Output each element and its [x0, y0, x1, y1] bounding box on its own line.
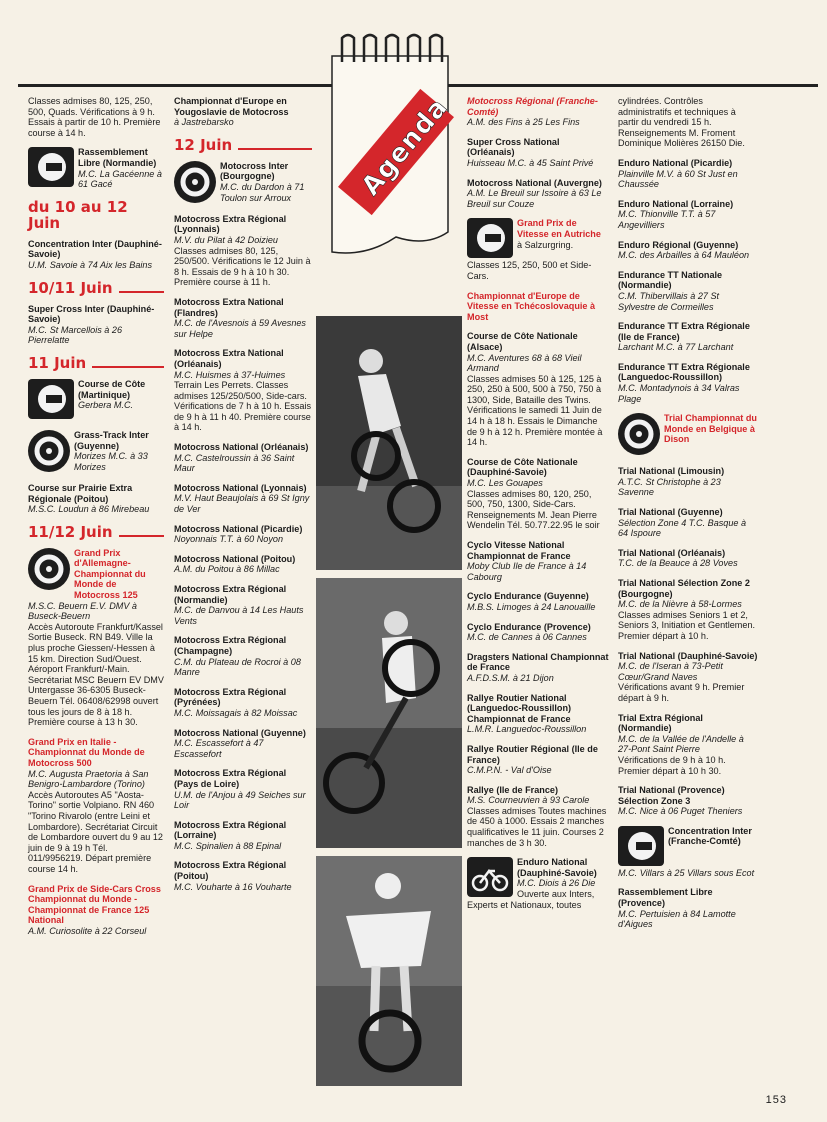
- event-title: Cyclo Vitesse National Championnat de France: [467, 540, 571, 561]
- event-cote-alsace: [467, 331, 609, 448]
- event-enduro-lorraine: [618, 199, 758, 231]
- event-org: M.C. Les Gouapes: [467, 478, 543, 489]
- column-5: [618, 96, 758, 939]
- event-enduro-guyenne: [618, 240, 758, 261]
- motocross-photo-2: [316, 578, 462, 848]
- event-supercross-inter: [28, 304, 164, 346]
- event-mx-orleanais-2: [174, 442, 312, 474]
- event-endurance-normandie: [618, 270, 758, 312]
- event-org: M.S.C. Beuern E.V. DMV à Buseck-Beuern: [28, 600, 137, 622]
- event-trial-belgique: [618, 413, 758, 457]
- event-desc: Classes admises Toutes machines de 450 à 1000. Essais 2 manches qualificatives le 11 juin. Courses 2 manches de 3 h 30.: [467, 805, 607, 848]
- event-title: Course de Côte Nationale (Alsace): [467, 331, 578, 352]
- event-enduro-dauphine: [467, 857, 609, 910]
- event-title: Rallye Routier Régional (Ile de France): [467, 743, 598, 765]
- event-title: Motocross Extra Régional (Lorraine): [174, 819, 287, 841]
- event-title: Championnat d'Europe de Vitesse en Tchécoslovaquie à Most: [467, 290, 596, 322]
- event-org: M.V. Haut Beaujolais à 69 St Igny de Ver: [174, 493, 310, 515]
- event-title: Super Cross National (Orléanais): [467, 136, 560, 158]
- event-title: Trial National (Orléanais): [618, 547, 726, 558]
- event-title: Motocross Extra Régional (Normandie): [174, 584, 287, 605]
- event-cyclo-guyenne: [467, 591, 609, 612]
- event-org: M.C. Montadynois à 34 Valras Plage: [618, 383, 740, 404]
- event-org: Huisseau M.C. à 45 Saint Privé: [467, 157, 594, 168]
- event-title: Grand Prix de Vitesse en Autriche: [517, 218, 601, 239]
- event-org: M.C. Escassefort à 47 Escassefort: [174, 738, 264, 759]
- event-org: à Salzurgring.: [517, 239, 574, 250]
- event-desc: Classes 125, 250, 500 et Side-Cars.: [467, 260, 592, 281]
- event-title: Trial National (Dauphiné-Savoie): [618, 650, 758, 661]
- event-rallye-ile-de-france: [467, 744, 609, 776]
- event-desc: Classes admises 80, 120, 250, 500, 750, 1300, Side-Cars. Renseignements M. Jean Pierre Wendelin Tél. 50.77.22.95 le soir: [467, 488, 600, 531]
- event-title: Motocross Extra National (Orléanais): [174, 348, 284, 369]
- event-title: Rallye (Ile de France): [467, 784, 558, 795]
- event-org: M.C. Huismes à 37-Huimes: [174, 369, 286, 380]
- event-org: A.F.D.S.M. à 21 Dijon: [467, 672, 554, 683]
- event-cyclo-vitesse: [467, 540, 609, 582]
- event-org: A.M. Le Breuil sur Issoire à 63 Le Breuil sur Couze: [467, 188, 602, 209]
- event-title: Course de Côte (Martinique): [78, 378, 146, 400]
- event-title: Endurance TT Extra Régionale (Ile de France): [618, 321, 750, 342]
- event-title: Enduro National (Picardie): [618, 157, 733, 168]
- event-title: Grand Prix de Side-Cars Cross Championnat du Monde - Championnat de France 125 National: [28, 883, 161, 926]
- event-title: Championnat d'Europe en Yougoslavie de Motocross: [174, 96, 289, 117]
- event-mx-orleanais-1: [174, 348, 312, 433]
- event-title: Trial National (Guyenne): [618, 507, 723, 518]
- event-org: M.C. Augusta Praetoria à San Benigro-Lambardore (Torino): [28, 768, 149, 790]
- event-trial-dauphine: [618, 651, 758, 704]
- helmet-icon: [28, 379, 74, 419]
- event-org: M.C. Diois à 26 Die: [517, 878, 596, 889]
- event-title: Concentration Inter (Franche-Comté): [668, 825, 752, 847]
- event-title: Motocross Extra National (Flandres): [174, 296, 284, 318]
- event-title: Cyclo Endurance (Guyenne): [467, 591, 589, 602]
- event-title: Enduro National (Lorraine): [618, 198, 734, 209]
- event-title: Rassemblement Libre (Normandie): [78, 147, 157, 168]
- event-org: M.S.C. Loudun à 86 Mirebeau: [28, 504, 150, 515]
- event-mx-lyonnais-2: [174, 483, 312, 515]
- date-heading: du 10 au 12 Juin: [28, 197, 128, 232]
- event-grasstrack-guyenne: [28, 430, 164, 474]
- event-org: U.M. Savoie à 74 Aix les Bains: [28, 259, 152, 270]
- event-title: Trial National (Provence) Sélection Zone 3: [618, 785, 725, 806]
- agenda-notepad: [326, 32, 456, 264]
- event-gp-sidecars: [28, 884, 164, 937]
- event-title: Trial National (Limousin): [618, 466, 725, 477]
- event-mx-auvergne: [467, 178, 609, 210]
- event-title: Trial Championnat du Monde en Belgique à Dison: [664, 413, 757, 445]
- event-org: A.M. du Poitou à 86 Millac: [174, 564, 280, 575]
- event-rallye-languedoc: [467, 693, 609, 735]
- event-rassemblement-normandie: [28, 147, 164, 189]
- event-title: Motocross Extra Régional (Lyonnais): [174, 213, 287, 235]
- event-desc: Accès Autoroute Frankfurt/Kassel Sortie Buseck. RN B49. Ville la plus proche Giessen/-Hessen à 15 km. Direction Sud/Ouest. Aéroport Frankfurt/-Main. Secrétariat MSC Beuern EV DMV Untergasse 36-6305 Buseck-Beuern Tél. 06408/62998 ouvert tous les jours de 8 à 18 h. Première course à 13 h 30.: [28, 621, 164, 728]
- event-title: Endurance TT Extra Régionale (Languedoc-Roussillon): [618, 361, 750, 383]
- wheel-icon: [28, 430, 70, 472]
- event-enduro-picardie: [618, 158, 758, 190]
- event-rassemblement-provence: [618, 887, 758, 929]
- bicycle-icon: [467, 857, 513, 897]
- event-mx-franche-comte: [467, 96, 609, 128]
- wheel-icon: [174, 161, 216, 203]
- event-org: M.C. de Danvou à 14 Les Hauts Vents: [174, 605, 304, 626]
- event-org: A.M. Curiosolite à 22 Corseul: [28, 925, 147, 936]
- event-org: M.S. Courneuvien à 93 Carole: [467, 795, 590, 806]
- helmet-icon: [618, 826, 664, 866]
- date-heading: 11 Juin: [28, 355, 164, 371]
- event-title: Trial Extra Régional (Normandie): [618, 712, 703, 734]
- event-title: Motocross Extra Régional (Poitou): [174, 860, 287, 882]
- event-org: M.C. Vouharte à 16 Vouharte: [174, 881, 292, 892]
- event-mx-lorraine: [174, 820, 312, 852]
- event-dragsters: [467, 652, 609, 684]
- event-org: C.M.P.N. - Val d'Oise: [467, 765, 552, 776]
- event-title: Motocross Régional (Franche-Comté): [467, 96, 598, 117]
- event-org: Larchant M.C. à 77 Larchant: [618, 342, 734, 353]
- event-title: Motocross National (Picardie): [174, 523, 303, 534]
- event-concentration-dauphine: [28, 239, 164, 271]
- event-org: M.C. Aventures 68 à 68 Vieil Armand: [467, 352, 582, 374]
- event-trial-limousin: [618, 466, 758, 498]
- event-org: Noyonnais T.T. à 60 Noyon: [174, 534, 284, 545]
- column-1: [28, 96, 164, 945]
- event-org: U.M. de l'Anjou à 49 Seiches sur Loir: [174, 789, 306, 811]
- event-title: Motocross Extra Régional (Pyrénées): [174, 686, 287, 708]
- event-title: Grass-Track Inter (Guyenne): [74, 429, 149, 451]
- event-gp-italie: [28, 737, 164, 875]
- event-org: M.C. des Arbailles à 64 Mauléon: [618, 250, 750, 261]
- event-desc: Classes admises 50 à 125, 125 à 250, 250 à 500, 500 à 750, 750 à 1300, Side, Bataille des Twins. Vérifications le samedi 11 Juin de 14 h à 18 h. Essais le Dimanche de 9 h à 12 h. Première montée à 14 h.: [467, 373, 603, 448]
- event-mx-flandres: [174, 297, 312, 339]
- event-europe-tchecoslovaquie: [467, 291, 609, 323]
- event-org: M.C. La Gacéenne à 61 Gacé: [78, 168, 162, 190]
- motocross-photo-1: [316, 316, 462, 570]
- event-title: Motocross Inter (Bourgogne): [220, 160, 289, 182]
- event-mx-bourgogne: [174, 161, 312, 205]
- intro-text: cylindrées. Contrôles administratifs et techniques à partir du vendredi 15 h. Renseignements M. Froment Dominique Molières 26150 Die.: [618, 96, 745, 149]
- event-org: A.T.C. St Christophe à 23 Savenne: [618, 476, 721, 498]
- event-org: M.C. Villars à 25 Villars sous Ecot: [618, 867, 755, 878]
- event-org: M.C. Castelroussin à 36 Saint Maur: [174, 452, 295, 474]
- event-cyclo-provence: [467, 622, 609, 643]
- event-org: M.C. Nice à 06 Puget Theniers: [618, 806, 743, 817]
- event-desc: Accès Autoroutes A5 "Aosta-Torino" sortie Volpiano. RN 460 "Torino Rivarolo (entre Leini et Lombardore). Secrétariat Circuit de Lombardore ouvert du 9 au 12 juin de 9 à 19 h Tél. 011/9956219. Départ première course 14 h.: [28, 789, 163, 874]
- event-org: Moby Club Ile de France à 14 Cabourg: [467, 561, 587, 582]
- event-title: Concentration Inter (Dauphiné-Savoie): [28, 238, 162, 260]
- event-title: Rassemblement Libre (Provence): [618, 887, 713, 909]
- wheel-icon: [28, 548, 70, 590]
- event-org: L.M.R. Languedoc-Roussillon: [467, 724, 587, 735]
- date-heading: 10/11 Juin: [28, 280, 164, 296]
- event-org: A.M. des Fins à 25 Les Fins: [467, 117, 580, 128]
- motocross-photo-3: [316, 856, 462, 1086]
- column-2: [174, 96, 312, 901]
- event-org: M.C. Spinalien à 88 Epinal: [174, 840, 282, 851]
- event-desc: Classes admises 80, 125, 250/500. Vérifications le 12 Juin à 8 h. Essais de 9 h à 10 h 30. Première course à 11 h.: [174, 245, 311, 288]
- event-title: Course de Côte Nationale (Dauphiné-Savoie): [467, 456, 578, 478]
- event-title: Super Cross Inter (Dauphiné-Savoie): [28, 303, 155, 325]
- event-title: Motocross National (Poitou): [174, 553, 296, 564]
- event-org: M.C. de l'Iseran à 73-Petit Cœur/Grand Naves: [618, 661, 723, 682]
- event-europe-yougoslavie: [174, 96, 312, 128]
- event-rallye-ile-de-france-2: [467, 785, 609, 849]
- event-title: Motocross Extra Régional (Pays de Loire): [174, 768, 287, 789]
- event-trial-guyenne: [618, 507, 758, 539]
- event-concentration-franche-comte: [618, 826, 758, 879]
- date-heading: 12 Juin: [174, 137, 312, 153]
- event-title: Motocross Extra Régional (Champagne): [174, 635, 287, 656]
- event-trial-provence: [618, 785, 758, 817]
- event-mx-normandie: [174, 584, 312, 626]
- event-title: Trial National Sélection Zone 2 (Bourgogne): [618, 578, 750, 599]
- event-title: Grand Prix d'Allemagne-Championnat du Monde de Motocross 125: [74, 547, 146, 601]
- event-title: Motocross National (Orléanais): [174, 442, 309, 453]
- event-endurance-languedoc: [618, 362, 758, 404]
- event-title: Rallye Routier National (Languedoc-Roussillon) Championnat de France: [467, 692, 572, 724]
- event-org: M.C. St Marcellois à 26 Pierrelatte: [28, 324, 122, 346]
- event-mx-pays-de-loire: [174, 768, 312, 810]
- event-org: à Jastrebarsko: [174, 117, 234, 128]
- event-cote-dauphine: [467, 457, 609, 531]
- event-title: Motocross National (Auvergne): [467, 177, 602, 188]
- event-org: T.C. de la Beauce à 28 Voves: [618, 558, 738, 569]
- event-trial-bourgogne: [618, 578, 758, 642]
- event-org: M.C. du Dardon à 71 Toulon sur Arroux: [220, 181, 305, 203]
- date-heading: 11/12 Juin: [28, 524, 164, 540]
- event-org: C.M. du Plateau de Rocroi à 08 Manre: [174, 656, 301, 678]
- event-title: Dragsters National Championnat de France: [467, 651, 609, 673]
- event-title: Motocross National (Lyonnais): [174, 482, 307, 493]
- event-mx-guyenne: [174, 728, 312, 760]
- event-org: M.C. de Cannes à 06 Cannes: [467, 632, 587, 643]
- event-org: M.B.S. Limoges à 24 Lanouaille: [467, 601, 596, 612]
- event-mx-pyrenees: [174, 687, 312, 719]
- event-mx-poitou-2: [174, 860, 312, 892]
- event-org: Morizes M.C. à 33 Morizes: [74, 451, 148, 472]
- event-org: M.C. de la Vallée de l'Andelle à 27-Pont Saint Pierre: [618, 733, 744, 755]
- wheel-icon: [618, 413, 660, 455]
- event-org: Sélection Zone 4 T.C. Basque à 64 Ispoure: [618, 517, 747, 539]
- agenda-title: Agenda: [355, 92, 455, 202]
- event-desc: Classes admises Seniors 1 et 2, Seniors 3, Initiation et Gentlemen. Premier départ à 10 h.: [618, 609, 755, 641]
- event-desc: Vérifications avant 9 h. Premier départ à 9 h.: [618, 682, 745, 703]
- event-org: M.C. de la Nièvre à 58-Lormes: [618, 599, 742, 610]
- event-prairie-poitou: [28, 483, 164, 515]
- helmet-icon: [467, 218, 513, 258]
- event-title: Enduro National (Dauphiné-Savoie): [517, 857, 597, 878]
- event-sx-orleanais: [467, 137, 609, 169]
- helmet-icon: [28, 147, 74, 187]
- page-number: 153: [765, 1094, 787, 1106]
- event-mx-poitou-1: [174, 554, 312, 575]
- event-mx-lyonnais-1: [174, 214, 312, 288]
- event-org: M.C. Pertuisien à 84 Lamotte d'Aigues: [618, 908, 736, 930]
- event-trial-normandie: [618, 713, 758, 777]
- event-endurance-ile-de-france: [618, 321, 758, 353]
- event-desc: Terrain Les Perrets. Classes admises 125/250/500, Side-cars. Vérifications de 7 h à 10 h. Essais de 9 h à 11 h 40. Première course à 14 h.: [174, 380, 311, 433]
- event-org: M.C. Thionville T.T. à 57 Angevilliers: [618, 209, 716, 230]
- column-4: [467, 96, 609, 919]
- event-mx-champagne: [174, 635, 312, 677]
- event-org: C.M. Thibervillais à 27 St Sylvestre de Cormeilles: [618, 290, 720, 312]
- event-title: Motocross National (Guyenne): [174, 727, 306, 738]
- event-org: M.C. Moissagais à 82 Moissac: [174, 707, 298, 718]
- event-org: Plainville M.V. à 60 St Just en Chaussée: [618, 168, 738, 190]
- event-title: Enduro Régional (Guyenne): [618, 239, 739, 250]
- event-cote-martinique: [28, 379, 164, 421]
- event-mx-picardie: [174, 524, 312, 545]
- intro-text: Classes admises 80, 125, 250, 500, Quads. Vérifications à 9 h. Essais à partir de 10 h. Première course à 14 h.: [28, 96, 161, 138]
- event-gp-autriche: [467, 218, 609, 281]
- event-title: Grand Prix en Italie - Championnat du Monde de Motocross 500: [28, 736, 145, 768]
- event-title: Course sur Prairie Extra Régionale (Poitou): [28, 482, 133, 504]
- event-desc: Vérifications de 9 h à 10 h. Premier départ à 10 h 30.: [618, 754, 726, 776]
- event-org: Gerbera M.C.: [78, 400, 134, 411]
- event-desc: Ouverte aux Inters, Experts et Nationaux, toutes: [467, 889, 595, 910]
- event-org: M.C. de l'Avesnois à 59 Avesnes sur Helpe: [174, 318, 306, 339]
- event-title: Cyclo Endurance (Provence): [467, 621, 591, 632]
- event-org: M.V. du Pilat à 42 Doizieu: [174, 234, 278, 245]
- event-title: Endurance TT Nationale (Normandie): [618, 269, 723, 291]
- event-gp-allemagne: [28, 548, 164, 728]
- event-trial-orleanais: [618, 548, 758, 569]
